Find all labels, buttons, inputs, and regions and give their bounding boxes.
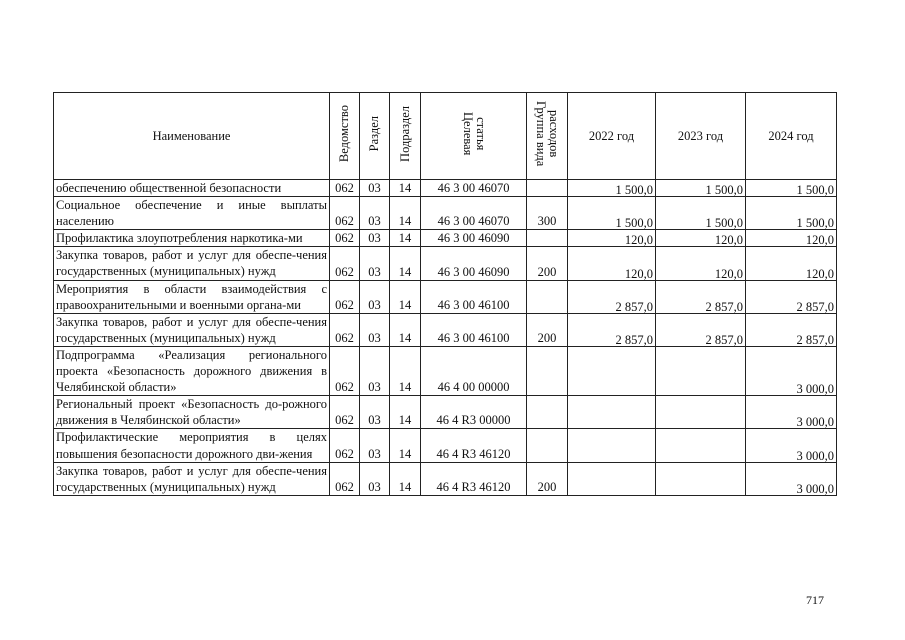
cell-department: 062 — [330, 429, 360, 462]
cell-target-article: 46 4 00 00000 — [421, 346, 527, 395]
header-subsection: Подраздел — [390, 93, 421, 180]
cell-subsection: 14 — [390, 230, 421, 247]
cell-year-2024: 120,0 — [746, 247, 837, 280]
cell-department: 062 — [330, 396, 360, 429]
cell-year-2022 — [568, 462, 656, 495]
cell-section: 03 — [360, 230, 390, 247]
cell-year-2023 — [656, 429, 746, 462]
cell-year-2023: 2 857,0 — [656, 313, 746, 346]
table-row — [54, 462, 837, 495]
cell-name: Закупка товаров, работ и услуг для обеспе-чения государственных (муниципальных) нужд — [54, 313, 330, 346]
cell-department: 062 — [330, 280, 360, 313]
header-target-article: Целевая статья — [421, 93, 527, 180]
cell-year-2024: 1 500,0 — [746, 180, 837, 197]
cell-year-2024: 3 000,0 — [746, 429, 837, 462]
header-year-2022: 2022 год — [568, 93, 656, 180]
header-year-2024: 2024 год — [746, 93, 837, 180]
cell-section: 03 — [360, 429, 390, 462]
cell-expense-group — [527, 230, 568, 247]
cell-subsection: 14 — [390, 462, 421, 495]
cell-expense-group: 300 — [527, 197, 568, 230]
cell-name: Закупка товаров, работ и услуг для обеспе-чения государственных (муниципальных) нужд — [54, 462, 330, 495]
cell-name: Профилактика злоупотребления наркотика-ми — [54, 230, 330, 247]
header-expense-group: Группа вида расходов — [527, 93, 568, 180]
cell-expense-group — [527, 429, 568, 462]
cell-target-article: 46 4 R3 00000 — [421, 396, 527, 429]
cell-name: Подпрограмма «Реализация регионального проекта «Безопасность дорожного движения в Челябинской области» — [54, 346, 330, 395]
cell-year-2022: 1 500,0 — [568, 197, 656, 230]
cell-year-2023: 1 500,0 — [656, 180, 746, 197]
cell-year-2022: 2 857,0 — [568, 280, 656, 313]
cell-section: 03 — [360, 247, 390, 280]
cell-department: 062 — [330, 346, 360, 395]
cell-name: Социальное обеспечение и иные выплаты населению — [54, 197, 330, 230]
table-row — [54, 429, 837, 462]
cell-target-article: 46 3 00 46090 — [421, 247, 527, 280]
table-row — [54, 230, 837, 247]
cell-expense-group: 200 — [527, 313, 568, 346]
cell-year-2024: 1 500,0 — [746, 197, 837, 230]
cell-target-article: 46 3 00 46070 — [421, 180, 527, 197]
cell-section: 03 — [360, 462, 390, 495]
cell-year-2022 — [568, 429, 656, 462]
cell-section: 03 — [360, 346, 390, 395]
cell-expense-group — [527, 180, 568, 197]
cell-name: Региональный проект «Безопасность до-рожного движения в Челябинской области» — [54, 396, 330, 429]
table-header-row — [54, 93, 837, 180]
header-name: Наименование — [54, 93, 330, 180]
cell-target-article: 46 3 00 46070 — [421, 197, 527, 230]
cell-year-2024: 2 857,0 — [746, 313, 837, 346]
table-row — [54, 346, 837, 395]
cell-expense-group — [527, 396, 568, 429]
cell-name: Профилактические мероприятия в целях повышения безопасности дорожного дви-жения — [54, 429, 330, 462]
cell-subsection: 14 — [390, 197, 421, 230]
table-row — [54, 180, 837, 197]
cell-subsection: 14 — [390, 313, 421, 346]
header-year-2023: 2023 год — [656, 93, 746, 180]
cell-year-2022 — [568, 346, 656, 395]
budget-table — [53, 92, 837, 496]
page-number: 717 — [806, 593, 824, 607]
table-row — [54, 313, 837, 346]
cell-year-2023: 120,0 — [656, 247, 746, 280]
cell-target-article: 46 4 R3 46120 — [421, 429, 527, 462]
header-section: Раздел — [360, 93, 390, 180]
cell-subsection: 14 — [390, 346, 421, 395]
cell-department: 062 — [330, 230, 360, 247]
cell-year-2023 — [656, 396, 746, 429]
cell-expense-group — [527, 280, 568, 313]
cell-year-2024: 3 000,0 — [746, 462, 837, 495]
cell-target-article: 46 3 00 46100 — [421, 313, 527, 346]
cell-section: 03 — [360, 396, 390, 429]
cell-year-2024: 3 000,0 — [746, 396, 837, 429]
cell-year-2024: 3 000,0 — [746, 346, 837, 395]
table-row — [54, 197, 837, 230]
cell-section: 03 — [360, 180, 390, 197]
cell-year-2023 — [656, 346, 746, 395]
cell-year-2022: 1 500,0 — [568, 180, 656, 197]
cell-name: Закупка товаров, работ и услуг для обеспе-чения государственных (муниципальных) нужд — [54, 247, 330, 280]
cell-department: 062 — [330, 247, 360, 280]
cell-section: 03 — [360, 280, 390, 313]
cell-year-2023: 120,0 — [656, 230, 746, 247]
cell-department: 062 — [330, 462, 360, 495]
table-row — [54, 396, 837, 429]
cell-year-2022 — [568, 396, 656, 429]
cell-year-2022: 2 857,0 — [568, 313, 656, 346]
cell-expense-group — [527, 346, 568, 395]
cell-subsection: 14 — [390, 396, 421, 429]
table-row — [54, 280, 837, 313]
cell-section: 03 — [360, 197, 390, 230]
cell-year-2023: 1 500,0 — [656, 197, 746, 230]
cell-year-2024: 120,0 — [746, 230, 837, 247]
cell-section: 03 — [360, 313, 390, 346]
cell-subsection: 14 — [390, 429, 421, 462]
cell-subsection: 14 — [390, 247, 421, 280]
cell-expense-group: 200 — [527, 247, 568, 280]
cell-year-2023: 2 857,0 — [656, 280, 746, 313]
cell-year-2023 — [656, 462, 746, 495]
cell-expense-group: 200 — [527, 462, 568, 495]
cell-target-article: 46 4 R3 46120 — [421, 462, 527, 495]
header-department: Ведомство — [330, 93, 360, 180]
cell-year-2022: 120,0 — [568, 247, 656, 280]
cell-year-2022: 120,0 — [568, 230, 656, 247]
table-row — [54, 247, 837, 280]
cell-name: обеспечению общественной безопасности — [54, 180, 330, 197]
cell-target-article: 46 3 00 46100 — [421, 280, 527, 313]
cell-department: 062 — [330, 313, 360, 346]
cell-department: 062 — [330, 197, 360, 230]
cell-target-article: 46 3 00 46090 — [421, 230, 527, 247]
cell-year-2024: 2 857,0 — [746, 280, 837, 313]
cell-department: 062 — [330, 180, 360, 197]
cell-subsection: 14 — [390, 180, 421, 197]
cell-name: Мероприятия в области взаимодействия с правоохранительными и военными органа-ми — [54, 280, 330, 313]
cell-subsection: 14 — [390, 280, 421, 313]
